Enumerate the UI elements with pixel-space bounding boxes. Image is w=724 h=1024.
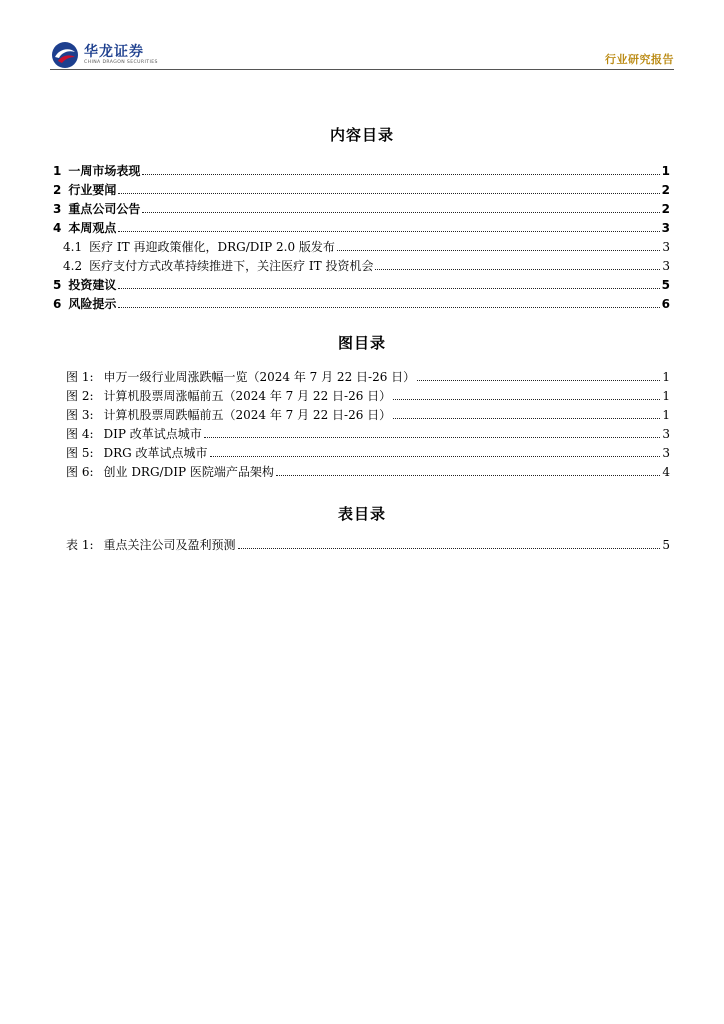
company-logo [50, 40, 158, 70]
figure-entry[interactable] [66, 464, 670, 480]
toc-entry[interactable] [53, 296, 670, 312]
toc-entry-label: 投资建议 [68, 278, 117, 292]
leader-dots [393, 418, 660, 419]
figure-page: 1 [662, 370, 670, 384]
tables-title: 表目录 [337, 505, 386, 523]
figure-page: 3 [662, 446, 670, 460]
leader-dots [393, 399, 660, 400]
toc-entry-number: 1 [53, 164, 62, 178]
toc-entry-label: 本周观点 [68, 221, 117, 235]
toc-entry-page: 6 [661, 297, 670, 311]
report-type-label: 行业研究报告 [605, 53, 674, 66]
toc-entry-number: 4 [53, 221, 62, 235]
toc-entry[interactable] [53, 277, 670, 293]
figures-title: 图目录 [337, 334, 386, 352]
leader-dots [204, 437, 661, 438]
toc-entry-page: 2 [661, 202, 670, 216]
figure-label: 计算机股票周涨幅前五（2024 年 7 月 22 日-26 日） [103, 389, 392, 403]
table-entry[interactable] [66, 537, 670, 553]
figure-entry[interactable] [66, 426, 670, 442]
figure-label: 创业 DRG/DIP 医院端产品架构 [103, 465, 274, 479]
figure-page: 3 [662, 427, 670, 441]
figure-entry[interactable] [66, 407, 670, 423]
figure-label: 计算机股票周跌幅前五（2024 年 7 月 22 日-26 日） [103, 408, 392, 422]
figure-entry[interactable] [66, 445, 670, 461]
toc-entry-label: 医疗支付方式改革持续推进下，关注医疗 IT 投资机会 [89, 259, 374, 273]
figure-number: 图 6: [66, 465, 94, 479]
figure-number: 图 5: [66, 446, 94, 460]
figure-label: 申万一级行业周涨跌幅一览（2024 年 7 月 22 日-26 日） [103, 370, 416, 384]
table-page: 5 [662, 538, 670, 552]
toc-title: 内容目录 [329, 126, 394, 144]
toc-entry-number: 2 [53, 183, 62, 197]
toc-subentry[interactable] [63, 258, 670, 274]
figure-label: DRG 改革试点城市 [103, 446, 208, 460]
company-name-cn: 华龙证券 [84, 44, 144, 60]
toc-entry-number: 6 [53, 297, 62, 311]
toc-entry[interactable] [53, 163, 670, 179]
toc-entry-label: 医疗 IT 再迎政策催化，DRG/DIP 2.0 版发布 [89, 240, 335, 254]
leader-dots [142, 212, 659, 213]
toc-entry-page: 3 [661, 221, 670, 235]
figure-number: 图 2: [66, 389, 94, 403]
figure-page: 1 [662, 408, 670, 422]
figure-number: 图 4: [66, 427, 94, 441]
leader-dots [375, 269, 660, 270]
toc-entry[interactable] [53, 201, 670, 217]
table-label: 重点关注公司及盈利预测 [103, 538, 236, 552]
figure-number: 图 1: [66, 370, 94, 384]
table-number: 表 1: [66, 538, 94, 552]
figure-page: 4 [662, 465, 670, 479]
toc-entry-page: 3 [662, 240, 670, 254]
header-divider [50, 69, 674, 70]
figure-entry[interactable] [66, 369, 670, 385]
figure-page: 1 [662, 389, 670, 403]
toc-subentry[interactable] [63, 239, 670, 255]
leader-dots [142, 174, 659, 175]
toc-entry-page: 3 [662, 259, 670, 273]
toc-entry-number: 5 [53, 278, 62, 292]
dragon-logo-icon [50, 40, 80, 70]
leader-dots [210, 456, 661, 457]
toc-entry-label: 重点公司公告 [68, 202, 141, 216]
figure-label: DIP 改革试点城市 [103, 427, 202, 441]
toc-entry-page: 2 [661, 183, 670, 197]
figure-number: 图 3: [66, 408, 94, 422]
leader-dots [118, 288, 659, 289]
toc-entry-label: 一周市场表现 [68, 164, 141, 178]
leader-dots [118, 193, 659, 194]
toc-entry-page: 1 [661, 164, 670, 178]
toc-entry-number: 3 [53, 202, 62, 216]
leader-dots [118, 231, 659, 232]
company-name-en: CHINA DRAGON SECURITIES [84, 60, 158, 65]
toc-entry-label: 行业要闻 [68, 183, 117, 197]
page-header [50, 40, 674, 72]
toc-entry-number: 4.1 [63, 240, 83, 254]
leader-dots [238, 548, 661, 549]
toc-entry-label: 风险提示 [68, 297, 117, 311]
leader-dots [118, 307, 659, 308]
leader-dots [337, 250, 660, 251]
leader-dots [417, 380, 660, 381]
figure-entry[interactable] [66, 388, 670, 404]
toc-entry-page: 5 [661, 278, 670, 292]
toc-entry[interactable] [53, 182, 670, 198]
leader-dots [276, 475, 661, 476]
toc-entry-number: 4.2 [63, 259, 83, 273]
toc-entry[interactable] [53, 220, 670, 236]
